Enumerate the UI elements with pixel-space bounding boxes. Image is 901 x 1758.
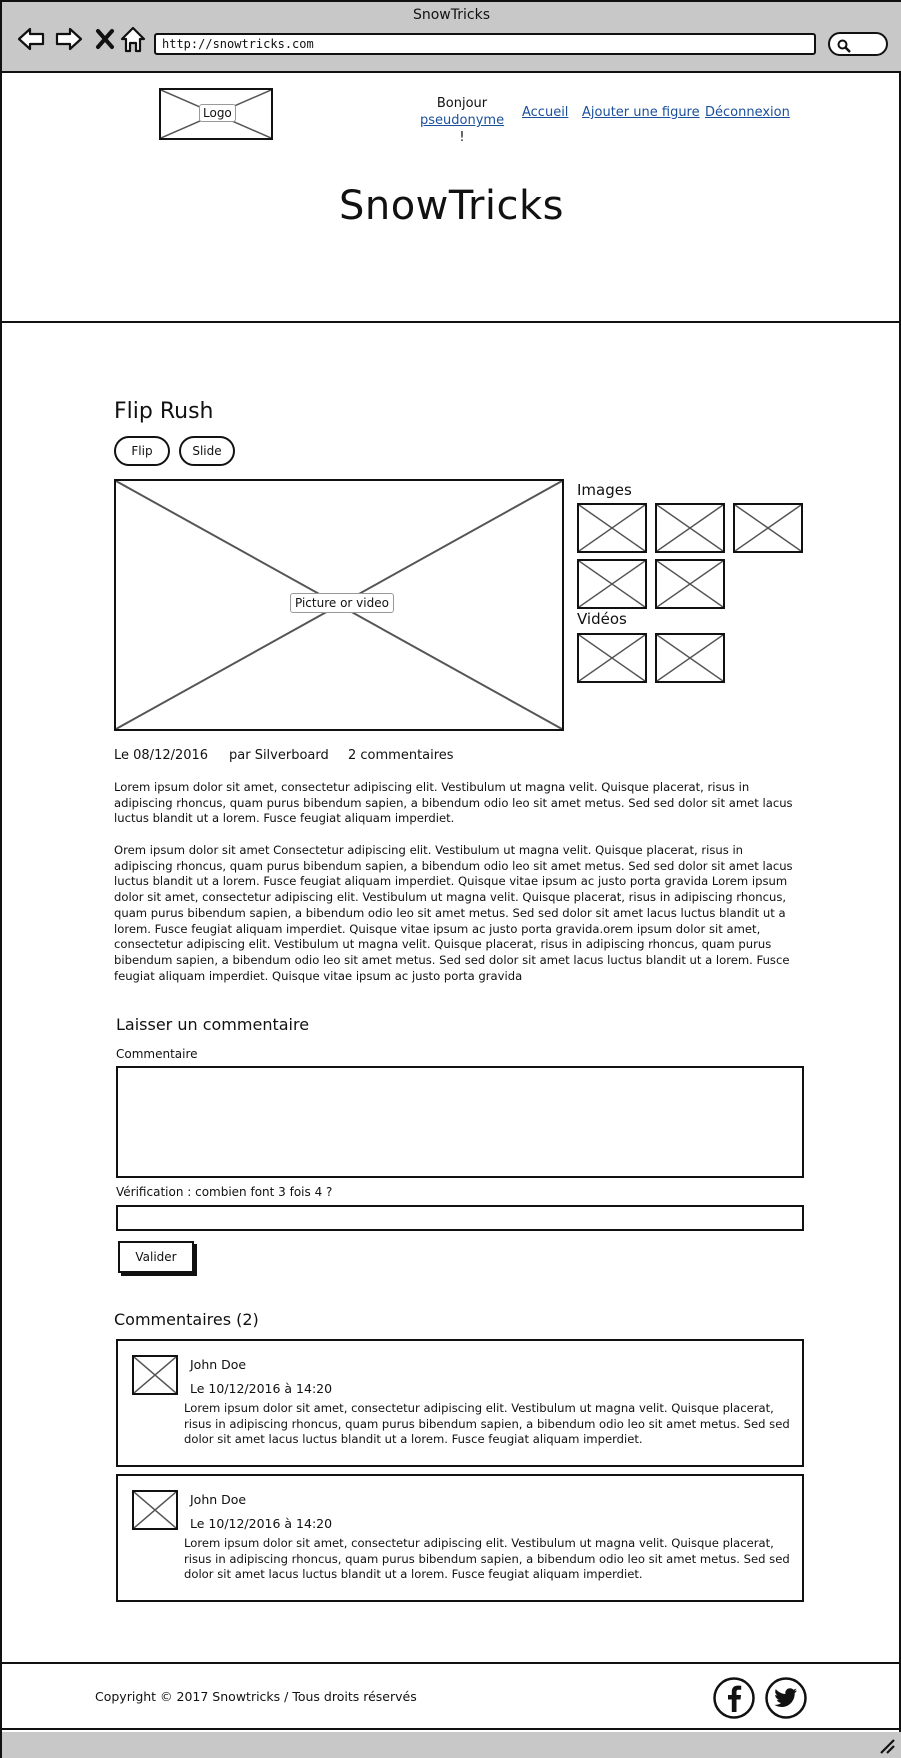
media-label: Picture or video — [290, 593, 394, 613]
verification-input[interactable] — [116, 1205, 804, 1231]
image-placeholder-icon — [657, 561, 723, 607]
image-placeholder-icon — [579, 561, 645, 607]
comment-field-label: Commentaire — [116, 1047, 198, 1061]
avatar — [132, 1355, 178, 1395]
comment-card — [116, 1339, 804, 1467]
image-thumbnail[interactable] — [733, 503, 803, 553]
browser-search-field[interactable] — [828, 32, 888, 56]
submit-button[interactable]: Valider — [118, 1241, 194, 1273]
trick-description-paragraph: Orem ipsum dolor sit amet Consectetur adipiscing elit. Vestibulum ut magna velit. Quisque placerat, risus in adipiscing rhoncus, quam purus bibendum sapien, a bibendum odio leo sit amet metus. Sed sed dolor sit amet lacus luctus blandit ut a lorem. Fusce feugiat aliquam imperdiet. Quisque vitae ipsum ac justo porta gravida Lorem ipsum dolor sit amet, consectetur adipiscing elit. Vestibulum ut magna velit. Quisque placerat, risus in adipiscing rhoncus, quam purus bibendum sapien, a bibendum odio leo sit amet metus. Sed sed dolor sit amet lacus luctus blandit ut a lorem. Fusce feugiat aliquam imperdiet. Quisque vitae ipsum ac justo porta gravida.orem ipsum dolor sit amet, consectetur adipiscing elit. Vestibulum ut magna velit. Quisque placerat, risus in adipiscing rhoncus, quam purus bibendum sapien, a bibendum odio leo sit amet metus. Sed sed dolor sit amet lacus luctus blandit ut a lorem. Fusce feugiat aliquam imperdiet. Quisque vitae ipsum ac justo porta gravida — [114, 843, 793, 983]
comment-author: John Doe — [190, 1357, 247, 1372]
image-placeholder-icon — [735, 505, 801, 551]
tag-slide[interactable]: Slide — [179, 436, 235, 466]
back-icon[interactable] — [16, 24, 46, 54]
logo-label: Logo — [199, 104, 236, 122]
video-thumbnail[interactable] — [655, 633, 725, 683]
video-placeholder-icon — [579, 635, 645, 681]
avatar-placeholder-icon — [134, 1492, 176, 1528]
videos-heading: Vidéos — [577, 610, 627, 628]
window-title: SnowTricks — [412, 7, 490, 23]
greeting-suffix: ! — [459, 130, 465, 145]
user-greeting — [420, 95, 504, 146]
comment-textarea[interactable] — [116, 1066, 804, 1178]
logo[interactable] — [159, 88, 273, 140]
comment-form-title: Laisser un commentaire — [116, 1015, 310, 1034]
comment-card — [116, 1474, 804, 1602]
browser-status-bar — [2, 1732, 901, 1758]
tag-flip[interactable]: Flip — [114, 436, 170, 466]
search-icon — [836, 38, 852, 54]
comment-date: Le 10/12/2016 à 14:20 — [190, 1516, 333, 1531]
facebook-icon[interactable] — [713, 1677, 755, 1719]
nav-home-link[interactable]: Accueil — [522, 105, 569, 120]
image-placeholder-icon — [657, 505, 723, 551]
image-placeholder-icon — [579, 505, 645, 551]
site-footer — [2, 1662, 901, 1730]
trick-author: par Silverboard — [229, 748, 329, 763]
site-header — [2, 73, 901, 323]
twitter-icon[interactable] — [765, 1677, 807, 1719]
nav-logout-link[interactable]: Déconnexion — [705, 105, 790, 120]
main-media[interactable] — [114, 479, 564, 731]
images-heading: Images — [577, 481, 632, 499]
copyright-text: Copyright © 2017 Snowtricks / Tous droits réservés — [95, 1689, 417, 1704]
image-thumbnail[interactable] — [577, 559, 647, 609]
trick-comment-count[interactable]: 2 commentaires — [348, 748, 454, 763]
nav-add-trick-link[interactable]: Ajouter une figure — [582, 105, 700, 120]
site-title: SnowTricks — [338, 183, 565, 229]
comment-body: Lorem ipsum dolor sit amet, consectetur adipiscing elit. Vestibulum ut magna velit. Quisque placerat, risus in adipiscing rhoncus, quam purus bibendum sapien, a bibendum odio leo sit amet metus. Sed sed dolor sit amet lacus luctus blandit ut a lorem. Fusce feugiat aliquam imperdiet. — [184, 1536, 790, 1581]
browser-toolbar — [2, 2, 901, 73]
greeting-text: Bonjour — [436, 96, 488, 111]
username-link[interactable]: pseudonyme — [420, 113, 505, 128]
forward-icon[interactable] — [54, 24, 84, 54]
address-bar[interactable]: http://snowtricks.com — [154, 33, 816, 55]
verification-label: Vérification : combien font 3 fois 4 ? — [116, 1185, 333, 1199]
home-icon[interactable] — [118, 24, 148, 54]
comments-title: Commentaires (2) — [114, 1310, 259, 1329]
avatar-placeholder-icon — [134, 1357, 176, 1393]
comment-date: Le 10/12/2016 à 14:20 — [190, 1381, 333, 1396]
comment-body: Lorem ipsum dolor sit amet, consectetur adipiscing elit. Vestibulum ut magna velit. Quisque placerat, risus in adipiscing rhoncus, quam purus bibendum sapien, a bibendum odio leo sit amet metus. Sed sed dolor sit amet lacus luctus blandit ut a lorem. Fusce feugiat aliquam imperdiet. — [184, 1401, 790, 1446]
video-thumbnail[interactable] — [577, 633, 647, 683]
video-placeholder-icon — [657, 635, 723, 681]
image-thumbnail[interactable] — [577, 503, 647, 553]
comment-author: John Doe — [190, 1492, 247, 1507]
trick-date: Le 08/12/2016 — [114, 748, 209, 763]
image-thumbnail[interactable] — [655, 503, 725, 553]
trick-description-paragraph: Lorem ipsum dolor sit amet, consectetur adipiscing elit. Vestibulum ut magna velit. Quisque placerat, risus in adipiscing rhoncus, quam purus bibendum sapien, a bibendum odio leo sit amet metus. Sed sed dolor sit amet lacus luctus blandit ut a lorem. Fusce feugiat aliquam imperdiet. — [114, 780, 793, 826]
resize-grip-icon[interactable] — [879, 1738, 895, 1754]
trick-title: Flip Rush — [114, 399, 214, 424]
avatar — [132, 1490, 178, 1530]
image-thumbnail[interactable] — [655, 559, 725, 609]
